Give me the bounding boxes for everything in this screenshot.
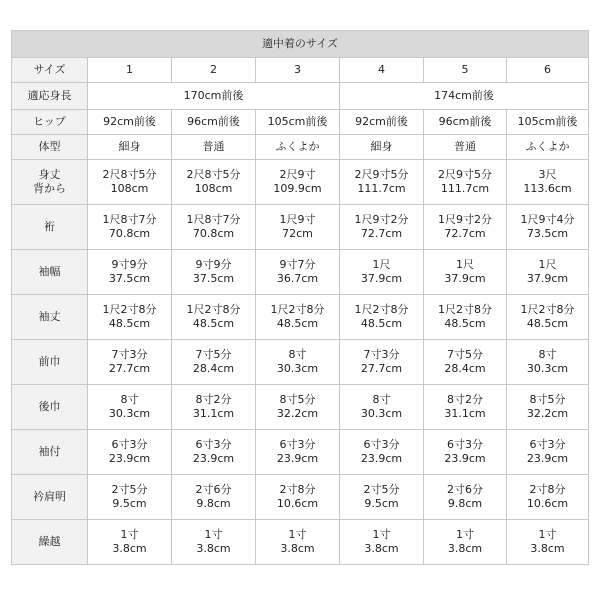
measure-row bbox=[12, 475, 589, 520]
cm-value: 3.8cm bbox=[447, 542, 483, 555]
shaku-value: 7寸3分 bbox=[111, 348, 148, 361]
cm-value: 31.1cm bbox=[192, 407, 235, 420]
measure-cell bbox=[256, 160, 340, 205]
measure-cell bbox=[507, 250, 589, 295]
body-type-cell: 普通 bbox=[424, 135, 507, 160]
body-type-row bbox=[12, 135, 589, 160]
body-type-cell: ふくよか bbox=[256, 135, 340, 160]
cm-value: 30.3cm bbox=[276, 362, 319, 375]
shaku-value: 3尺 bbox=[538, 168, 557, 181]
cm-value: 108cm bbox=[110, 182, 149, 195]
cm-value: 37.5cm bbox=[108, 272, 151, 285]
cm-value: 28.4cm bbox=[444, 362, 486, 375]
measure-cell bbox=[340, 430, 424, 475]
height-group-cell: 174cm前後 bbox=[340, 83, 589, 110]
cm-value: 23.9cm bbox=[108, 452, 151, 465]
cm-value: 70.8cm bbox=[108, 227, 151, 240]
cm-value: 111.7cm bbox=[357, 182, 406, 195]
measure-label-line: 衿肩明 bbox=[33, 490, 66, 503]
shaku-value: 2寸8分 bbox=[529, 483, 566, 496]
size-header-cell: 4 bbox=[340, 58, 424, 83]
measure-label-line: 袖幅 bbox=[38, 265, 61, 278]
cm-value: 9.5cm bbox=[112, 497, 147, 510]
measure-cell bbox=[172, 340, 256, 385]
measure-row-label bbox=[12, 340, 88, 385]
measure-row bbox=[12, 295, 589, 340]
shaku-value: 8寸 bbox=[372, 393, 391, 406]
body-type-cell: 細身 bbox=[340, 135, 424, 160]
measure-label-line: 繰越 bbox=[38, 535, 61, 548]
size-header-cell: 1 bbox=[88, 58, 172, 83]
cm-value: 48.5cm bbox=[192, 317, 235, 330]
measure-cell bbox=[340, 340, 424, 385]
shaku-value: 8寸2分 bbox=[195, 393, 232, 406]
hip-cell: 92cm前後 bbox=[88, 110, 172, 135]
measure-row-label bbox=[12, 475, 88, 520]
shaku-value: 1尺2寸8分 bbox=[270, 303, 325, 316]
cm-value: 108cm bbox=[194, 182, 233, 195]
cm-value: 9.8cm bbox=[447, 497, 483, 510]
hip-cell: 105cm前後 bbox=[256, 110, 340, 135]
cm-value: 10.6cm bbox=[526, 497, 569, 510]
cm-value: 23.9cm bbox=[276, 452, 319, 465]
measure-row bbox=[12, 250, 589, 295]
cm-value: 48.5cm bbox=[108, 317, 151, 330]
cm-value: 72cm bbox=[282, 227, 313, 240]
measure-cell bbox=[172, 205, 256, 250]
cm-value: 23.9cm bbox=[526, 452, 569, 465]
size-header-cell: 6 bbox=[507, 58, 589, 83]
measure-cell bbox=[424, 385, 507, 430]
shaku-value: 8寸 bbox=[120, 393, 139, 406]
measure-cell bbox=[256, 205, 340, 250]
measure-cell bbox=[340, 475, 424, 520]
hip-row-label: ヒップ bbox=[12, 110, 88, 135]
measure-row-label bbox=[12, 250, 88, 295]
measure-cell bbox=[256, 295, 340, 340]
measure-cell bbox=[424, 520, 507, 565]
cm-value: 28.4cm bbox=[192, 362, 235, 375]
shaku-value: 1寸 bbox=[288, 528, 307, 541]
measure-row-label bbox=[12, 295, 88, 340]
shaku-value: 2寸6分 bbox=[447, 483, 483, 496]
height-group-cell: 170cm前後 bbox=[88, 83, 340, 110]
cm-value: 32.2cm bbox=[526, 407, 569, 420]
shaku-value: 8寸 bbox=[538, 348, 557, 361]
shaku-value: 1尺2寸8分 bbox=[438, 303, 492, 316]
cm-value: 37.9cm bbox=[360, 272, 403, 285]
body-type-row-label: 体型 bbox=[12, 135, 88, 160]
measure-cell bbox=[88, 475, 172, 520]
measure-cell bbox=[256, 385, 340, 430]
cm-value: 3.8cm bbox=[196, 542, 231, 555]
measure-cell bbox=[172, 160, 256, 205]
cm-value: 36.7cm bbox=[276, 272, 319, 285]
measure-label-line: 裄 bbox=[44, 220, 55, 233]
shaku-value: 6寸3分 bbox=[363, 438, 400, 451]
measure-cell bbox=[340, 160, 424, 205]
measure-label-line: 袖付 bbox=[38, 445, 61, 458]
cm-value: 37.9cm bbox=[444, 272, 486, 285]
measure-label-line: 身丈 bbox=[38, 168, 61, 181]
shaku-value: 1尺9寸 bbox=[279, 213, 316, 226]
measure-cell bbox=[256, 250, 340, 295]
measure-row-label bbox=[12, 385, 88, 430]
cm-value: 37.9cm bbox=[526, 272, 569, 285]
shaku-value: 1尺2寸8分 bbox=[520, 303, 575, 316]
measure-cell bbox=[88, 385, 172, 430]
shaku-value: 1尺9寸4分 bbox=[520, 213, 575, 226]
cm-value: 23.9cm bbox=[444, 452, 486, 465]
shaku-value: 1尺2寸8分 bbox=[186, 303, 241, 316]
cm-value: 3.8cm bbox=[112, 542, 147, 555]
measure-cell bbox=[256, 475, 340, 520]
shaku-value: 1尺8寸7分 bbox=[102, 213, 157, 226]
measure-cell bbox=[424, 205, 507, 250]
shaku-value: 6寸3分 bbox=[111, 438, 148, 451]
size-header-label: サイズ bbox=[12, 58, 88, 83]
measure-cell bbox=[256, 430, 340, 475]
shaku-value: 2尺9寸5分 bbox=[354, 168, 409, 181]
shaku-value: 1寸 bbox=[456, 528, 474, 541]
hip-row bbox=[12, 110, 589, 135]
cm-value: 109.9cm bbox=[273, 182, 322, 195]
measure-cell bbox=[507, 340, 589, 385]
shaku-value: 1尺2寸8分 bbox=[102, 303, 157, 316]
shaku-value: 1尺 bbox=[372, 258, 391, 271]
measure-cell bbox=[507, 430, 589, 475]
shaku-value: 2寸6分 bbox=[195, 483, 232, 496]
size-header-cell: 5 bbox=[424, 58, 507, 83]
measure-cell bbox=[88, 340, 172, 385]
cm-value: 27.7cm bbox=[360, 362, 403, 375]
body-type-cell: ふくよか bbox=[507, 135, 589, 160]
measure-cell bbox=[507, 520, 589, 565]
shaku-value: 8寸5分 bbox=[279, 393, 316, 406]
measure-cell bbox=[424, 475, 507, 520]
shaku-value: 6寸3分 bbox=[195, 438, 232, 451]
shaku-value: 1寸 bbox=[204, 528, 223, 541]
measure-cell bbox=[424, 250, 507, 295]
size-chart-table bbox=[11, 30, 589, 565]
cm-value: 10.6cm bbox=[276, 497, 319, 510]
shaku-value: 1尺 bbox=[538, 258, 557, 271]
measure-cell bbox=[88, 205, 172, 250]
hip-cell: 96cm前後 bbox=[424, 110, 507, 135]
cm-value: 30.3cm bbox=[360, 407, 403, 420]
cm-value: 48.5cm bbox=[360, 317, 403, 330]
shaku-value: 1寸 bbox=[538, 528, 557, 541]
measure-cell bbox=[507, 475, 589, 520]
body-type-cell: 細身 bbox=[88, 135, 172, 160]
measure-cell bbox=[424, 295, 507, 340]
hip-cell: 96cm前後 bbox=[172, 110, 256, 135]
measure-cell bbox=[507, 205, 589, 250]
cm-value: 48.5cm bbox=[276, 317, 319, 330]
measure-cell bbox=[507, 385, 589, 430]
measure-cell bbox=[424, 340, 507, 385]
measure-cell bbox=[424, 160, 507, 205]
table-title: 適中着のサイズ bbox=[12, 31, 589, 58]
measure-cell bbox=[88, 160, 172, 205]
shaku-value: 8寸5分 bbox=[529, 393, 566, 406]
measure-cell bbox=[172, 520, 256, 565]
measure-row bbox=[12, 340, 589, 385]
measure-row bbox=[12, 385, 589, 430]
shaku-value: 7寸3分 bbox=[363, 348, 400, 361]
cm-value: 111.7cm bbox=[440, 182, 490, 195]
cm-value: 37.5cm bbox=[192, 272, 235, 285]
measure-label-line: 後巾 bbox=[38, 400, 61, 413]
measure-row-label bbox=[12, 160, 88, 205]
shaku-value: 1尺2寸8分 bbox=[354, 303, 409, 316]
cm-value: 23.9cm bbox=[192, 452, 235, 465]
cm-value: 31.1cm bbox=[444, 407, 486, 420]
size-header-cell: 2 bbox=[172, 58, 256, 83]
cm-value: 9.8cm bbox=[196, 497, 231, 510]
measure-cell bbox=[172, 475, 256, 520]
cm-value: 3.8cm bbox=[530, 542, 565, 555]
measure-cell bbox=[172, 385, 256, 430]
measure-cell bbox=[88, 430, 172, 475]
measure-cell bbox=[172, 250, 256, 295]
height-row bbox=[12, 83, 589, 110]
shaku-value: 9寸7分 bbox=[279, 258, 316, 271]
shaku-value: 2寸5分 bbox=[111, 483, 148, 496]
size-header-row bbox=[12, 58, 589, 83]
measure-cell bbox=[340, 205, 424, 250]
hip-cell: 92cm前後 bbox=[340, 110, 424, 135]
measure-label-line: 前巾 bbox=[38, 355, 61, 368]
measure-cell bbox=[88, 250, 172, 295]
measure-cell bbox=[340, 385, 424, 430]
cm-value: 30.3cm bbox=[526, 362, 569, 375]
body-type-cell: 普通 bbox=[172, 135, 256, 160]
measure-row-label bbox=[12, 520, 88, 565]
shaku-value: 1尺9寸2分 bbox=[438, 213, 492, 226]
cm-value: 73.5cm bbox=[526, 227, 569, 240]
measure-cell bbox=[88, 295, 172, 340]
cm-value: 72.7cm bbox=[444, 227, 486, 240]
shaku-value: 8寸 bbox=[288, 348, 307, 361]
shaku-value: 2寸8分 bbox=[279, 483, 316, 496]
measure-label-line: 背から bbox=[33, 182, 66, 195]
measure-row-label bbox=[12, 430, 88, 475]
shaku-value: 9寸9分 bbox=[111, 258, 148, 271]
shaku-value: 2寸5分 bbox=[363, 483, 400, 496]
shaku-value: 2尺9寸 bbox=[279, 168, 316, 181]
cm-value: 30.3cm bbox=[108, 407, 151, 420]
shaku-value: 6寸3分 bbox=[447, 438, 483, 451]
measure-row-label bbox=[12, 205, 88, 250]
measure-cell bbox=[256, 520, 340, 565]
measure-cell bbox=[507, 160, 589, 205]
cm-value: 113.6cm bbox=[523, 182, 572, 195]
cm-value: 70.8cm bbox=[192, 227, 235, 240]
hip-cell: 105cm前後 bbox=[507, 110, 589, 135]
measure-row bbox=[12, 160, 589, 205]
shaku-value: 6寸3分 bbox=[529, 438, 566, 451]
cm-value: 23.9cm bbox=[360, 452, 403, 465]
height-row-label: 適応身長 bbox=[12, 83, 88, 110]
measure-cell bbox=[340, 250, 424, 295]
measure-cell bbox=[172, 430, 256, 475]
measure-cell bbox=[507, 295, 589, 340]
measure-cell bbox=[340, 295, 424, 340]
cm-value: 9.5cm bbox=[364, 497, 399, 510]
shaku-value: 1寸 bbox=[372, 528, 391, 541]
cm-value: 48.5cm bbox=[526, 317, 569, 330]
cm-value: 48.5cm bbox=[444, 317, 486, 330]
measure-cell bbox=[88, 520, 172, 565]
shaku-value: 6寸3分 bbox=[279, 438, 316, 451]
shaku-value: 1寸 bbox=[120, 528, 139, 541]
size-header-cell: 3 bbox=[256, 58, 340, 83]
measure-label-line: 袖丈 bbox=[38, 310, 61, 323]
shaku-value: 1尺8寸7分 bbox=[186, 213, 241, 226]
cm-value: 72.7cm bbox=[360, 227, 403, 240]
cm-value: 27.7cm bbox=[108, 362, 151, 375]
cm-value: 32.2cm bbox=[276, 407, 319, 420]
shaku-value: 1尺 bbox=[456, 258, 474, 271]
shaku-value: 2尺8寸5分 bbox=[186, 168, 241, 181]
shaku-value: 7寸5分 bbox=[447, 348, 483, 361]
measure-row bbox=[12, 520, 589, 565]
shaku-value: 7寸5分 bbox=[195, 348, 232, 361]
shaku-value: 9寸9分 bbox=[195, 258, 232, 271]
measure-cell bbox=[424, 430, 507, 475]
shaku-value: 2尺9寸5分 bbox=[438, 168, 492, 181]
measure-row bbox=[12, 430, 589, 475]
measure-cell bbox=[340, 520, 424, 565]
cm-value: 3.8cm bbox=[364, 542, 399, 555]
shaku-value: 2尺8寸5分 bbox=[102, 168, 157, 181]
measure-cell bbox=[256, 340, 340, 385]
measure-row bbox=[12, 205, 589, 250]
cm-value: 3.8cm bbox=[280, 542, 315, 555]
shaku-value: 1尺9寸2分 bbox=[354, 213, 409, 226]
shaku-value: 8寸2分 bbox=[447, 393, 483, 406]
measure-cell bbox=[172, 295, 256, 340]
